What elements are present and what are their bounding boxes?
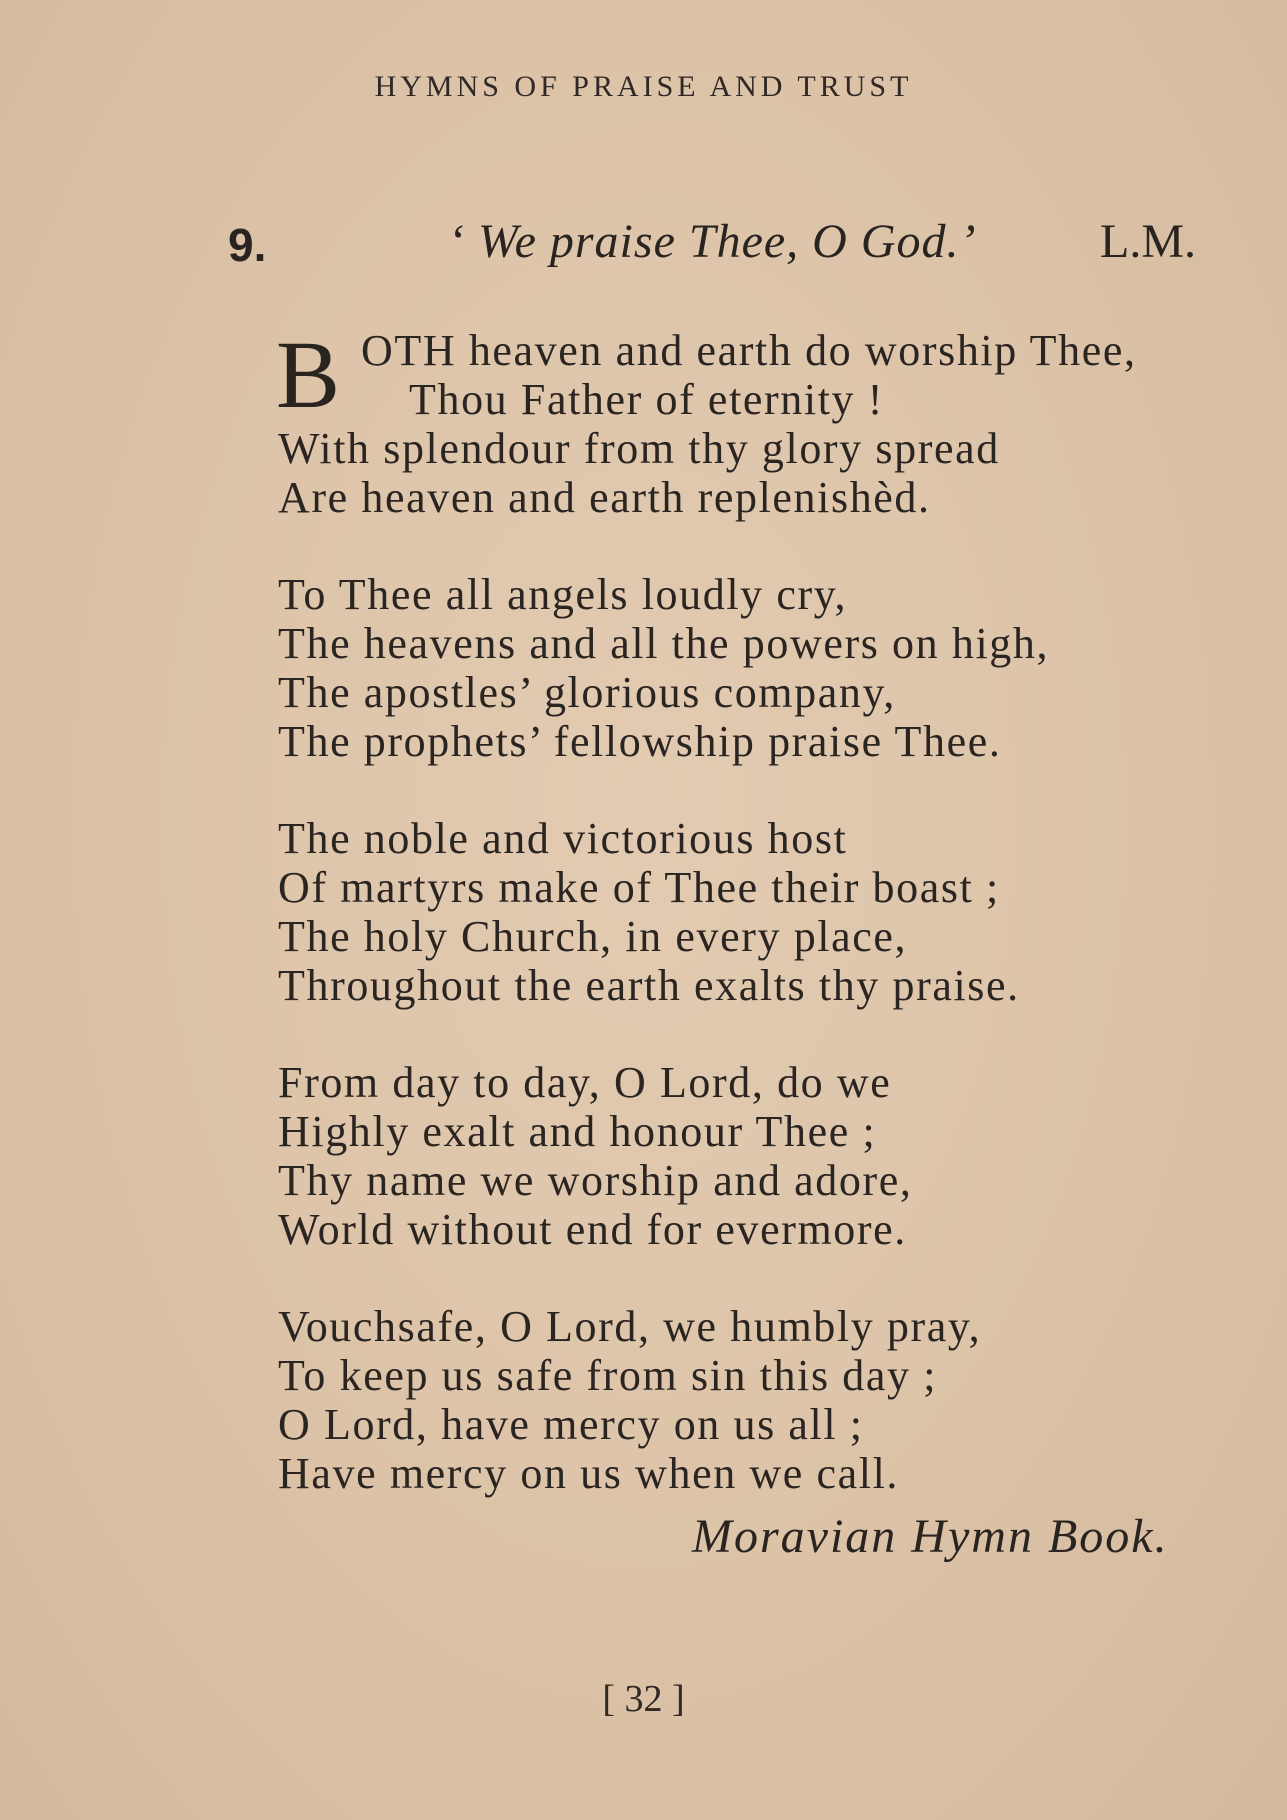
first-line-text: OTH heaven and earth do worship Thee, xyxy=(361,326,1137,375)
hymn-line: Vouchsafe, O Lord, we humbly pray, xyxy=(278,1302,982,1351)
hymn-line: Thy name we worship and adore, xyxy=(278,1156,913,1205)
hymn-line: To keep us safe from sin this day ; xyxy=(278,1351,938,1400)
hymn-line: The noble and victorious host xyxy=(278,814,848,863)
hymn-number: 9. xyxy=(228,219,267,271)
hymn-line: Throughout the earth exalts thy praise. xyxy=(278,961,1020,1010)
hymn-line: Of martyrs make of Thee their boast ; xyxy=(278,863,1000,912)
hymn-line: O Lord, have mercy on us all ; xyxy=(278,1400,864,1449)
stanza-3 xyxy=(278,814,1228,1010)
stanza-2 xyxy=(278,570,1228,766)
hymn-line: With splendour from thy glory spread xyxy=(278,424,1000,473)
running-head: HYMNS OF PRAISE AND TRUST xyxy=(374,70,913,103)
hymn-meter: L.M. xyxy=(1100,215,1196,268)
hymn-title: ‘ We praise Thee, O God.’ xyxy=(448,215,977,268)
hymn-line: The heavens and all the powers on high, xyxy=(278,619,1050,668)
stanza-4 xyxy=(278,1058,1228,1254)
hymn-line: Are heaven and earth replenishèd. xyxy=(278,473,931,522)
hymn-line: The apostles’ glorious company, xyxy=(278,668,896,717)
hymn-line: Have mercy on us when we call. xyxy=(278,1449,900,1498)
hymn-line: World without end for evermore. xyxy=(278,1205,907,1254)
drop-cap: B xyxy=(276,321,342,428)
hymn-text xyxy=(276,321,1228,1546)
hymn-line: To Thee all angels loudly cry, xyxy=(278,570,848,619)
page-number: [ 32 ] xyxy=(602,1678,685,1720)
stanza-1 xyxy=(276,321,1228,522)
hymn-line: The holy Church, in every place, xyxy=(278,912,908,961)
hymn-line: From day to day, O Lord, do we xyxy=(278,1058,892,1107)
hymn-line: Highly exalt and honour Thee ; xyxy=(278,1107,877,1156)
attribution: Moravian Hymn Book. xyxy=(692,1510,1169,1563)
hymn-line: The prophets’ fellowship praise Thee. xyxy=(278,717,1002,766)
stanza-5 xyxy=(278,1302,1228,1498)
hymn-line: Thou Father of eternity ! xyxy=(409,375,884,424)
